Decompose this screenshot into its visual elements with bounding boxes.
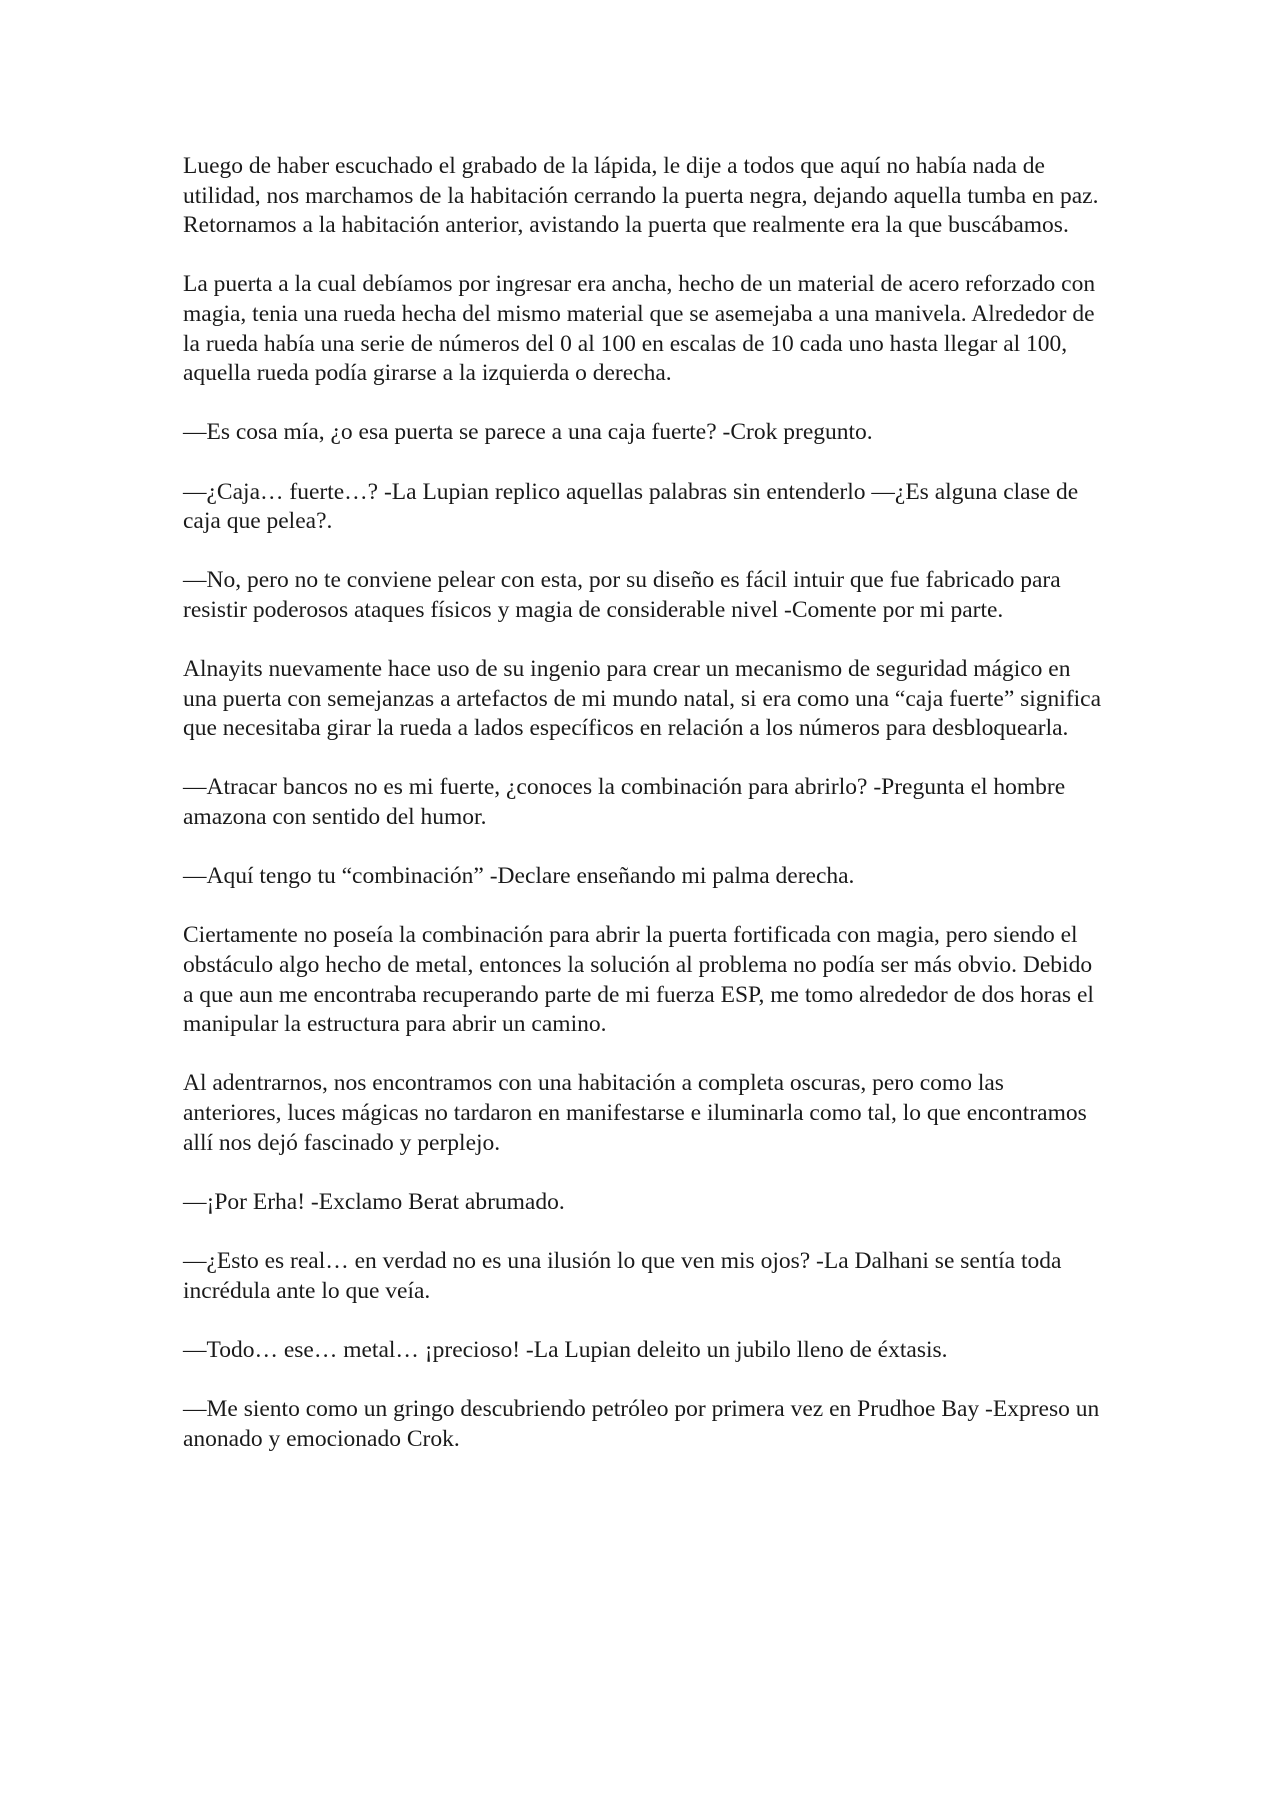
dialogue-paragraph: —Todo… ese… metal… ¡precioso! -La Lupian deleito un jubilo lleno de éxtasis. [183,1336,948,1363]
dialogue-paragraph: —Me siento como un gringo descubriendo petróleo por primera vez en Prudhoe Bay -Expreso un anonado y emocionado Crok. [183,1395,1100,1452]
paragraph: Ciertamente no poseía la combinación para abrir la puerta fortificada con magia, pero siendo el obstáculo algo hecho de metal, entonces la solución al problema no podía ser más obvio. Debido a que aun me encontraba recuperando parte de mi fuerza ESP, me tomo alrededor de dos horas el manipular la estructura para abrir un camino. [183,922,1094,1038]
dialogue-paragraph: —Aquí tengo tu “combinación” -Declare enseñando mi palma derecha. [183,863,855,890]
dialogue-paragraph: —¡Por Erha! -Exclamo Berat abrumado. [183,1188,565,1215]
paragraph: Luego de haber escuchado el grabado de la lápida, le dije a todos que aquí no había nada de utilidad, nos marchamos de la habitación cerrando la puerta negra, dejando aquella tumba en paz. Retornamos a la habitación anterior, avistando la puerta que realmente era la que buscábamos. [183,153,1099,239]
dialogue-paragraph: —No, pero no te conviene pelear con esta, por su diseño es fácil intuir que fue fabricado para resistir poderosos ataques físicos y magia de considerable nivel -Comente por mi parte. [183,567,1061,623]
dialogue-paragraph: —Atracar bancos no es mi fuerte, ¿conoces la combinación para abrirlo? -Pregunta el hombre amazona con sentido del humor. [183,774,1066,831]
paragraph: Al adentrarnos, nos encontramos con una habitación a completa oscuras, pero como las anteriores, luces mágicas no tardaron en manifestarse e iluminarla como tal, lo que encontramos allí nos dejó fascinado y perplejo. [183,1070,1087,1156]
paragraph: Alnayits nuevamente hace uso de su ingenio para crear un mecanismo de seguridad mágico en una puerta con semejanzas a artefactos de mi mundo natal, si era como una “caja fuerte” significa que necesitaba girar la rueda a lados específicos en relación a los números para desbloquearla. [183,656,1102,742]
paragraph: La puerta a la cual debíamos por ingresar era ancha, hecho de un material de acero reforzado con magia, tenia una rueda hecha del mismo material que se asemejaba a una manivela. Alrededor de la rueda había una serie de números del 0 al 100 en escalas de 10 cada uno hasta llegar al 100, aquella rueda podía girarse a la izquierda o derecha. [183,271,1096,387]
dialogue-paragraph: —¿Esto es real… en verdad no es una ilusión lo que ven mis ojos? -La Dalhani se sentía toda incrédula ante lo que veía. [183,1247,1062,1304]
dialogue-paragraph: —Es cosa mía, ¿o esa puerta se parece a una caja fuerte? -Crok pregunto. [183,419,873,446]
document-body [183,152,1103,1484]
dialogue-paragraph: —¿Caja… fuerte…? -La Lupian replico aquellas palabras sin entenderlo —¿Es alguna clase de caja que pelea?. [183,478,1079,535]
